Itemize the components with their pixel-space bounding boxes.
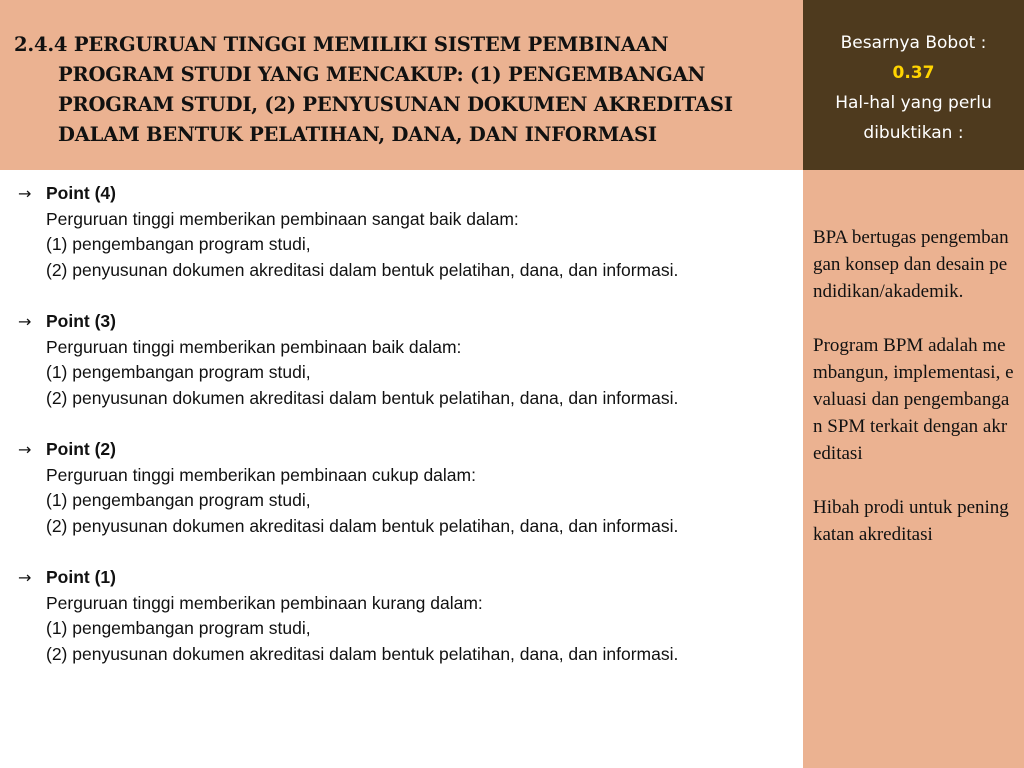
point-item-1: (1) pengembangan program studi,	[46, 490, 311, 511]
point-title: Point (3)	[46, 310, 116, 331]
point-body	[18, 335, 803, 412]
point-4	[18, 181, 803, 283]
point-intro: Perguruan tinggi memberikan pembinaan cukup dalam:	[46, 464, 476, 485]
point-header	[18, 181, 803, 207]
title-banner	[0, 0, 803, 170]
side-notes-panel	[803, 170, 1024, 768]
point-title: Point (2)	[46, 438, 116, 459]
point-intro: Perguruan tinggi memberikan pembinaan kurang dalam:	[46, 592, 483, 613]
point-header	[18, 437, 803, 463]
point-item-1: (1) pengembangan program studi,	[46, 362, 311, 383]
point-item-2: (2) penyusunan dokumen akreditasi dalam bentuk pelatihan, dana, dan informasi.	[46, 515, 679, 536]
slide-title: 2.4.4 PERGURUAN TINGGI MEMILIKI SISTEM PEMBINAAN PROGRAM STUDI YANG MENCAKUP: (1) PENGEMBANGAN PROGRAM STUDI, (2) PENYUSUNAN DOKUMEN AKREDITASI DALAM BENTUK PELATIHAN, DANA, DAN INFORMASI	[14, 33, 733, 146]
side-note-bpm: Program BPM adalah membangun, implementasi, evaluasi dan pengembangan SPM terkait dengan akreditasi	[813, 335, 1014, 464]
point-title: Point (1)	[46, 566, 116, 587]
point-body	[18, 207, 803, 284]
point-item-2: (2) penyusunan dokumen akreditasi dalam bentuk pelatihan, dana, dan informasi.	[46, 387, 679, 408]
arrow-right-icon: →	[18, 439, 32, 459]
proof-label: Hal-hal yang perlu dibuktikan :	[835, 93, 992, 143]
point-item-2: (2) penyusunan dokumen akreditasi dalam bentuk pelatihan, dana, dan informasi.	[46, 643, 679, 664]
weight-panel	[803, 0, 1024, 170]
point-body	[18, 591, 803, 668]
point-item-1: (1) pengembangan program studi,	[46, 618, 311, 639]
side-note-bpa: BPA bertugas pengembangan konsep dan desain pendidikan/akademik.	[813, 227, 1009, 302]
point-item-2: (2) penyusunan dokumen akreditasi dalam bentuk pelatihan, dana, dan informasi.	[46, 259, 679, 280]
point-intro: Perguruan tinggi memberikan pembinaan baik dalam:	[46, 336, 462, 357]
weight-value: 0.37	[892, 63, 935, 83]
arrow-right-icon: →	[18, 184, 32, 203]
point-body	[18, 463, 803, 540]
point-header	[18, 565, 803, 591]
point-title: Point (4)	[46, 183, 116, 203]
side-note-hibah: Hibah prodi untuk peningkatan akreditasi	[813, 497, 1009, 545]
point-1	[18, 565, 803, 667]
point-3	[18, 309, 803, 411]
point-2	[18, 437, 803, 539]
criteria-list	[0, 170, 803, 768]
arrow-right-icon: →	[18, 567, 32, 587]
point-intro: Perguruan tinggi memberikan pembinaan sangat baik dalam:	[46, 208, 519, 229]
weight-label: Besarnya Bobot :	[840, 33, 987, 53]
arrow-right-icon: →	[18, 311, 32, 331]
point-item-1: (1) pengembangan program studi,	[46, 234, 311, 255]
point-header	[18, 309, 803, 335]
